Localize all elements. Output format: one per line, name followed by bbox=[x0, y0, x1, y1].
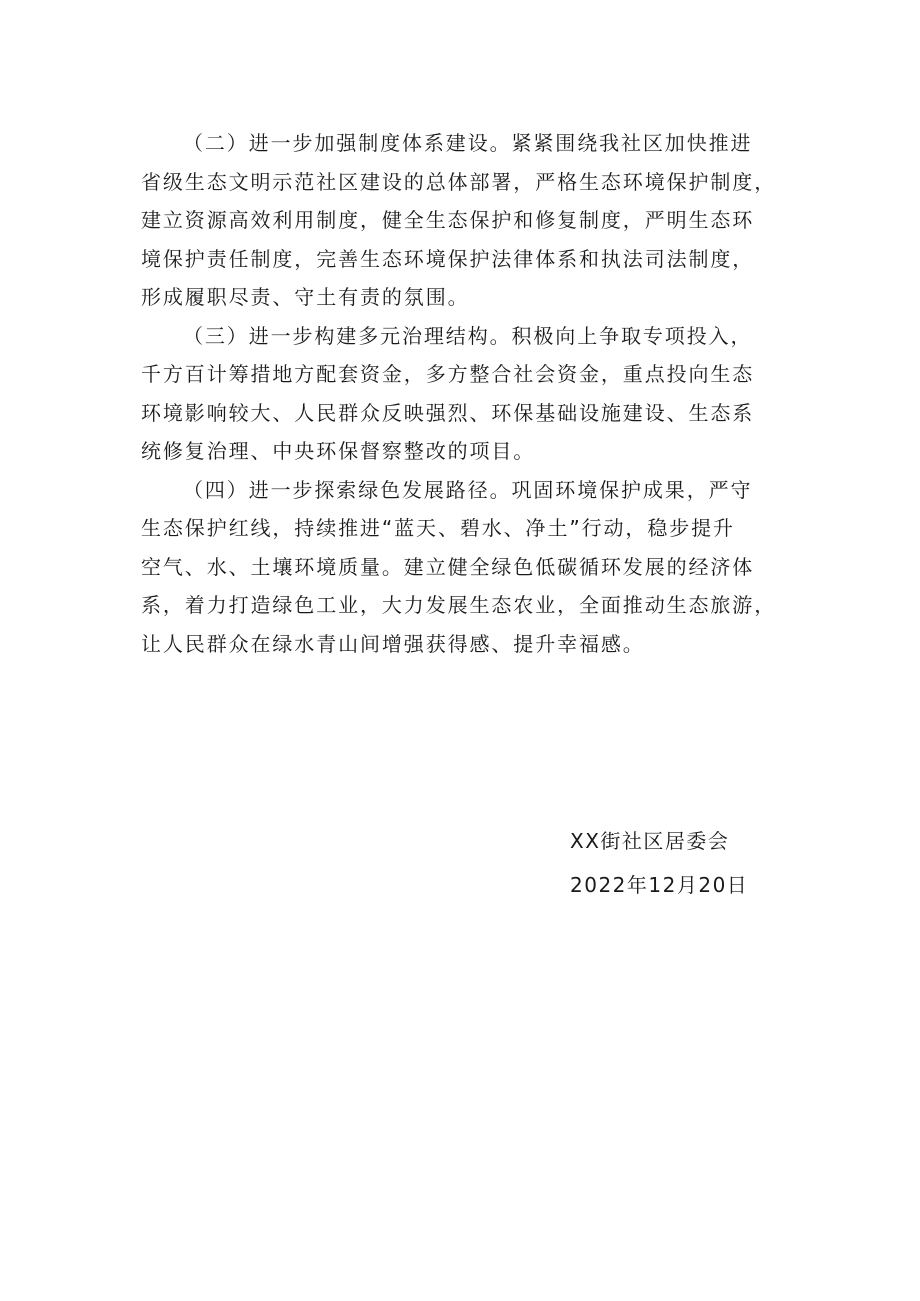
paragraph-line: 生态保护红线，持续推进“蓝天、碧水、净土”行动，稳步提升 bbox=[141, 516, 735, 540]
paragraph-line: （四）进一步探索绿色发展路径。巩固环境保护成果，严守 bbox=[183, 477, 753, 502]
document-body bbox=[141, 124, 791, 663]
signature-organization: XX街社区居委会 bbox=[570, 829, 730, 853]
paragraph-line: 建立资源高效利用制度，健全生态保护和修复制度，严明生态环 bbox=[141, 208, 755, 232]
paragraph-2 bbox=[141, 124, 791, 317]
paragraph-3 bbox=[141, 317, 791, 471]
paragraph-line: 系，着力打造绿色工业，大力发展生态农业，全面推动生态旅游， bbox=[141, 593, 777, 617]
signature-block bbox=[570, 822, 870, 910]
paragraph-line: （三）进一步构建多元治理结构。积极向上争取专项投入， bbox=[183, 323, 753, 348]
paragraph-line: 省级生态文明示范社区建设的总体部署，严格生态环境保护制度， bbox=[141, 169, 777, 194]
paragraph-line: 环境影响较大、人民群众反映强烈、环保基础设施建设、生态系 bbox=[141, 400, 755, 425]
paragraph-line: 空气、水、土壤环境质量。建立健全绿色低碳循环发展的经济体 bbox=[141, 554, 755, 579]
paragraph-line: 统修复治理、中央环保督察整改的项目。 bbox=[141, 439, 536, 463]
paragraph-4 bbox=[141, 471, 791, 664]
paragraph-line: 形成履职尽责、守土有责的氛围。 bbox=[141, 285, 470, 309]
paragraph-line: 境保护责任制度，完善生态环境保护法律体系和执法司法制度， bbox=[141, 246, 755, 271]
signature-date: 2022年12月20日 bbox=[570, 873, 749, 897]
paragraph-line: 让人民群众在绿水青山间增强获得感、提升幸福感。 bbox=[141, 631, 645, 656]
paragraph-line: （二）进一步加强制度体系建设。紧紧围绕我社区加快推进 bbox=[183, 131, 753, 155]
paragraph-line: 千方百计筹措地方配套资金，多方整合社会资金，重点投向生态 bbox=[141, 362, 755, 386]
